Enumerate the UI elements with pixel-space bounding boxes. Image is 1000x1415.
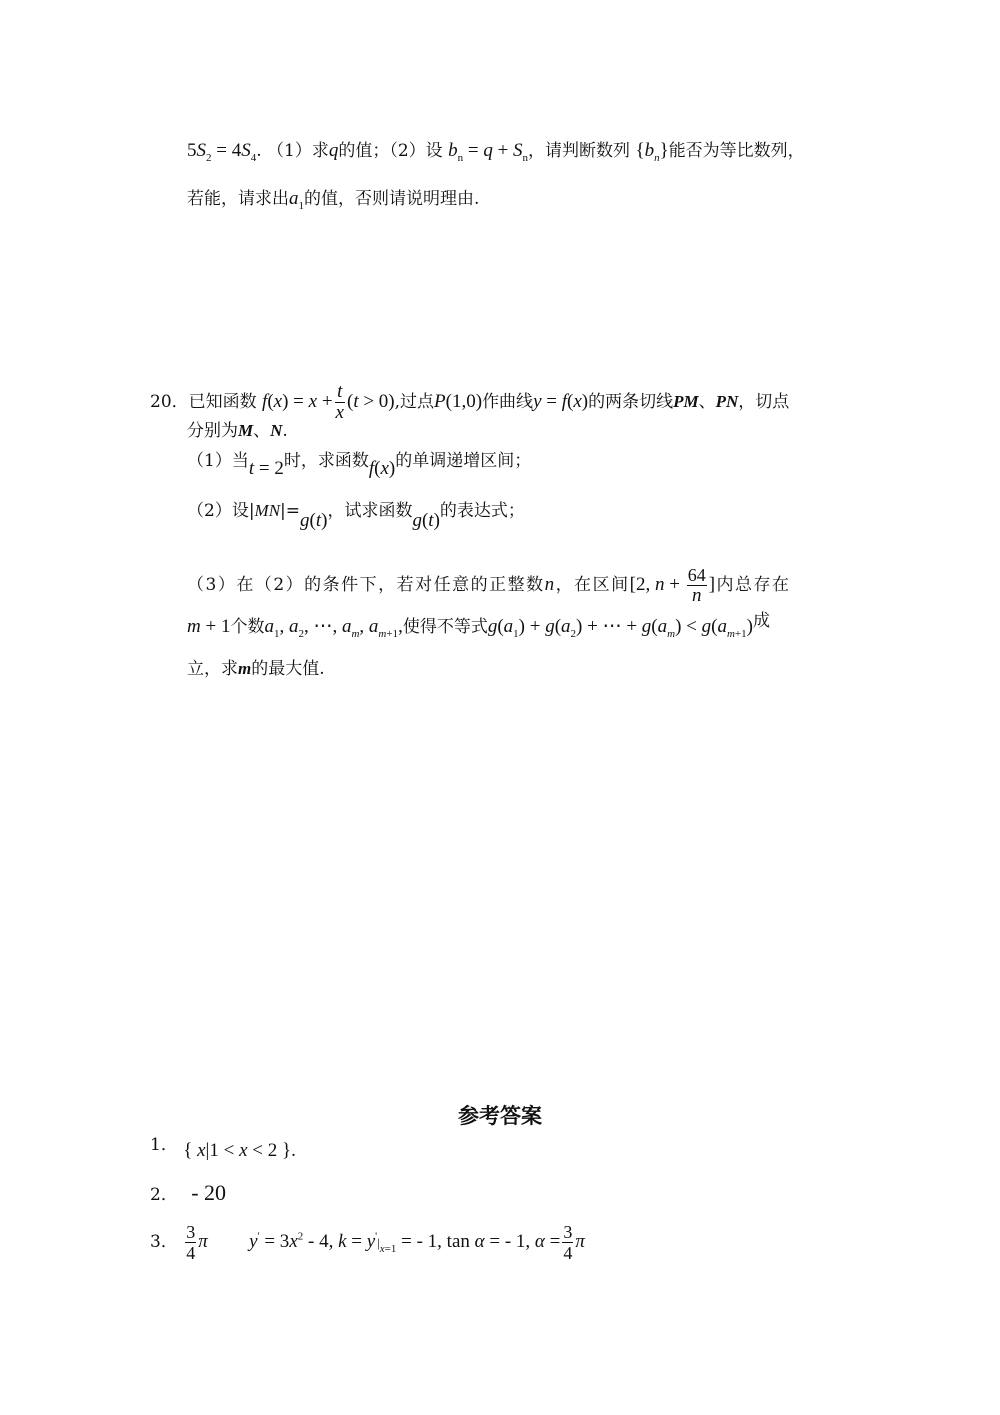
q20-intro-c: 作曲线 (482, 392, 534, 412)
math-answer-3: $y' = 3x^2 - 4$, $k = y'|_{x=1}$ = - 1, tan α = - 1, α = (249, 1230, 561, 1255)
math-q: q (328, 140, 339, 161)
math-t-eq-2: t = 2 (248, 458, 284, 479)
answer-2 (150, 1182, 226, 1206)
math-gt: g(t) (300, 510, 328, 531)
q20-part-2 (187, 500, 525, 531)
q20-line-2: 分别为M、N. (187, 421, 288, 441)
q20-intro-b: ,过点 (394, 392, 435, 412)
q19-part3: ，请判断数列 (528, 141, 631, 161)
q20-p2-c: ，试求函数 (327, 501, 413, 521)
q20-p3-d: 个数 (230, 617, 265, 637)
q20-part-1 (187, 450, 532, 479)
q19-part2: 的值；（2）设 (338, 141, 443, 161)
q19-line-1: $5S_2 = 4S_4$. （1）求q的值；（2）设 $b_n = q + S_n$，请判断数列 $\{b_n\}$能否为等比数列， (187, 140, 805, 164)
answer-3-number: 3． (150, 1232, 178, 1252)
math-bn-seq: $\{b_n\}$ (635, 140, 669, 164)
q20-p1-b: 时，求函数 (283, 451, 369, 471)
math-pn: PN (715, 392, 739, 411)
q20-p3-f: 成 (752, 611, 770, 631)
fraction-3-over-4-b: $\frac{3}{4}$ (563, 1222, 573, 1263)
math-fx: f(x) (368, 458, 396, 479)
math-pm: PM (673, 392, 699, 411)
q20-part-3-line-3 (187, 658, 325, 680)
q19-line2-part2: 的值，否则请说明理由. (304, 189, 480, 209)
q20-p1-c: 的单调递增区间； (395, 451, 532, 471)
math-interval: [2, n + (629, 574, 685, 595)
q20-part-3-line-1: （3）在（2）的条件下，若对任意的正整数n，在区间[2, n + $\frac{64}{n}$ ]内总存在 (187, 565, 791, 606)
q19-line-2 (187, 188, 479, 217)
answer-2-number: 2． (150, 1185, 178, 1205)
answers-title: 参考答案 (458, 1104, 542, 1128)
q20-p3-b: ，在区间 (555, 575, 630, 595)
math-answer-1: { x|1 < x < 2 }. (183, 1140, 296, 1161)
math-t-condition: (t > 0) (346, 391, 395, 412)
math-a1: $a_1$ (289, 188, 304, 212)
q20-line-1 (150, 382, 789, 423)
math-curve: y = f(x) (533, 391, 589, 412)
math-n-var: n (544, 574, 556, 595)
math-m: M (238, 421, 254, 440)
math-answer-2: - 20 (191, 1180, 227, 1205)
fraction-3-over-4-a: $\frac{3}{4}$ (186, 1222, 196, 1263)
q20-p2-d: 的表达式； (439, 501, 525, 521)
math-m-plus-1: m + 1 (187, 616, 231, 637)
math-sequence: $a_1$, $a_2$, ⋯, $a_m$, $a_{m+1}$, (264, 616, 403, 640)
math-fx-def: f(x) = x + (262, 391, 333, 412)
math-n: N (270, 421, 283, 440)
q20-p2-b: |= (280, 501, 301, 521)
q20-intro-a: 已知函数 (188, 392, 257, 412)
q19-line2-part1: 若能，请求出 (187, 189, 289, 209)
fraction-t-over-x: $\frac{t}{x}$ (335, 381, 344, 423)
q20-p3-g: 立，求 (187, 659, 238, 679)
q19-part4: 能否为等比数列， (668, 141, 805, 161)
answer-3: 3． $\frac{3}{4}$ π $y' = 3x^2 - 4$, $k = y'|_{x=1}$ = - 1, tan α = - 1, α = $\frac{3}{4}$ π (150, 1222, 585, 1263)
math-5s2-eq-4s4: $5S_2 = 4S_4$ (187, 140, 257, 164)
q20-intro2-b: 、 (253, 421, 271, 441)
q20-intro2-a: 分别为 (187, 421, 238, 441)
answer-1-number: 1． (150, 1135, 178, 1155)
q20-p3-c: 内总存在 (716, 575, 791, 595)
fraction-64-over-n: $\frac{64}{n}$ (687, 565, 706, 606)
q20-intro-d: 的两条切线 (588, 392, 674, 412)
math-bn-def: $b_n = q + S_n$ (448, 140, 529, 164)
q19-part1: （1）求 (267, 141, 329, 161)
q20-p3-a: （3）在（2）的条件下，若对任意的正整数 (187, 575, 545, 595)
q20-intro-e: 、 (698, 392, 716, 412)
math-mn: MN (254, 501, 281, 520)
q20-p3-e: 使得不等式 (402, 617, 488, 637)
q20-p3-h: 的最大值. (251, 659, 325, 679)
answer-1 (150, 1135, 296, 1162)
math-point-p: P(1,0) (434, 391, 483, 412)
q20-p2-a: （2）设| (187, 501, 255, 521)
math-gt-2: g(t) (412, 510, 440, 531)
q20-part-3-line-2 (187, 611, 770, 645)
math-inequality: $g(a_1) + g(a_2)$ + ⋯ + $g(a_m) < g(a_{m+1})$ (487, 616, 753, 640)
math-m-var: m (238, 659, 252, 678)
q20-number: 20． (150, 392, 189, 412)
q20-intro-f: ，切点 (738, 392, 790, 412)
q20-p1-a: （1）当 (187, 451, 249, 471)
